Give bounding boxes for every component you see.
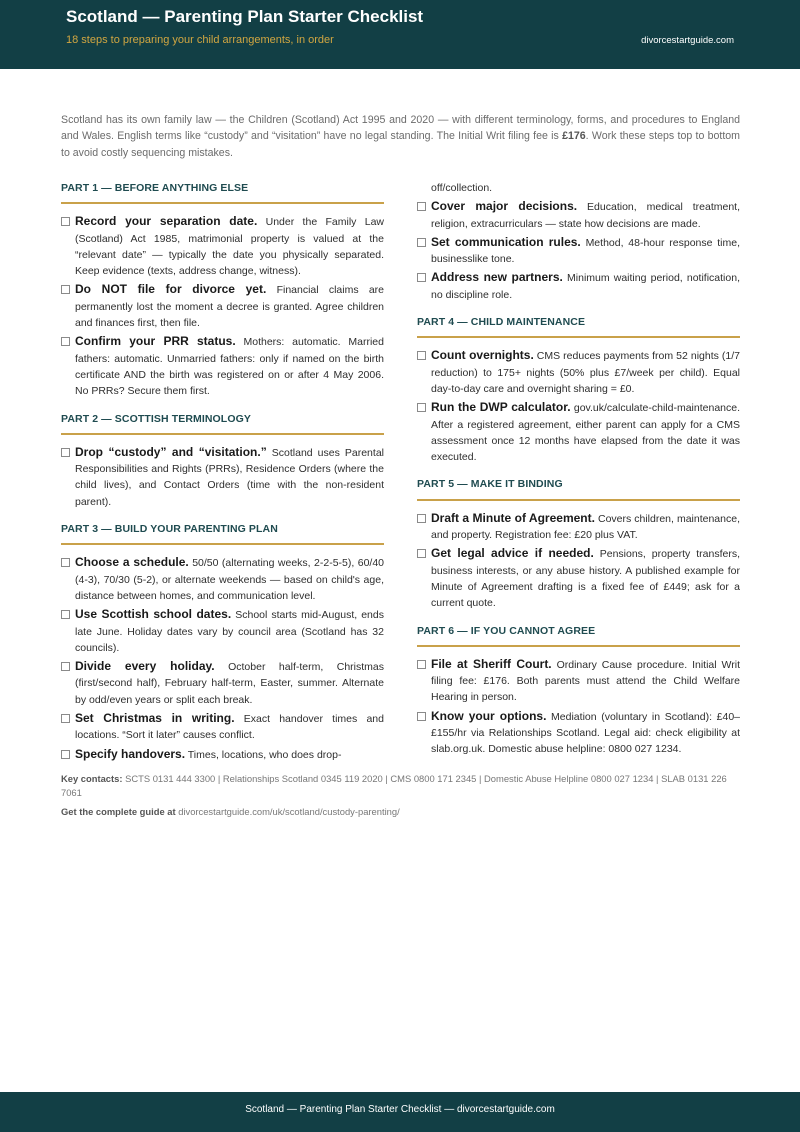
page-subtitle: 18 steps to preparing your child arrangements, in order: [66, 34, 334, 46]
part-3-heading: PART 3 — BUILD YOUR PARENTING PLAN: [61, 521, 384, 545]
checkbox[interactable]: [417, 351, 426, 360]
checkbox[interactable]: [61, 610, 70, 619]
item-title: Cover major decisions.: [431, 199, 578, 214]
page-title: Scotland — Parenting Plan Starter Checklist: [66, 7, 424, 26]
part-1-heading: PART 1 — BEFORE ANYTHING ELSE: [61, 180, 384, 204]
checklist-item: [417, 234, 740, 268]
checklist-item: [417, 510, 740, 544]
part-2-heading: PART 2 — SCOTTISH TERMINOLOGY: [61, 411, 384, 435]
part-4-heading: PART 4 — CHILD MAINTENANCE: [417, 314, 740, 338]
item-text: School starts mid-August, ends late June. Holiday dates vary by council area (Scotland has 32 councils).: [75, 609, 384, 654]
checkbox[interactable]: [61, 217, 70, 226]
item-text: Mediation (voluntary in Scotland): £40–£155/hr via Relationships Scotland. Legal aid: check eligibility at slab.org.uk. Domestic abuse helpline: 0800 027 1234.: [431, 710, 740, 756]
guide-label: Get the complete guide at: [61, 806, 176, 817]
checkbox[interactable]: [417, 712, 426, 721]
intro-text: Scotland has its own family law — the Children (Scotland) Act 1995 and 2020 — with different terminology, forms, and procedures to England and Wales. English terms like “custody” and “visitation” have no legal standing. The Initial Writ filing fee is: [61, 114, 740, 143]
item-text: gov.uk/calculate-child-maintenance. After a registered agreement, either parent can apply for a CMS assessment once 12 months have elapsed from the date it was executed.: [431, 402, 741, 464]
item-title: Use Scottish school dates.: [75, 607, 232, 622]
checklist-item: [61, 444, 384, 510]
key-contacts: [61, 772, 740, 799]
checklist-item: [417, 545, 740, 611]
item-title: Do NOT file for divorce yet.: [75, 282, 267, 297]
item-title: File at Sheriff Court.: [431, 656, 552, 671]
item-text: Mothers: automatic. Married fathers: automatic. Unmarried fathers: only if named on the birth certificate AND the birth was registered on or after 4 May 2006. No PRRs? Secure them first.: [75, 336, 384, 398]
checklist-item: [61, 606, 384, 656]
item-title: Count overnights.: [431, 348, 534, 363]
checklist-item: [61, 658, 384, 708]
checkbox[interactable]: [61, 714, 70, 723]
checkbox[interactable]: [417, 202, 426, 211]
item-title: Divide every holiday.: [75, 659, 215, 674]
part-6-heading: PART 6 — IF YOU CANNOT AGREE: [417, 623, 740, 647]
intro-fee: £176: [562, 130, 586, 143]
item-text: CMS reduces payments from 52 nights (1/7 reduction) to 175+ nights (50% plus £7/week per child). Equal day-to-day care and overnight sharing = £0.: [431, 350, 740, 395]
checklist-item: [61, 333, 384, 399]
page-header: [0, 0, 800, 69]
checkbox[interactable]: [417, 514, 426, 523]
left-column: [61, 180, 384, 765]
item-text: Financial claims are permanently lost the moment a decree is granted. Agree children and finances first, then file.: [75, 284, 385, 330]
checkbox[interactable]: [417, 403, 426, 412]
contacts-label: Key contacts:: [61, 773, 123, 784]
item-text: Ordinary Cause procedure. Initial Writ filing fee: £176. Both parents must attend the Child Welfare Hearing in person.: [431, 658, 740, 704]
footer-text: Scotland — Parenting Plan Starter Checklist — divorcestartguide.com: [245, 1104, 555, 1115]
item-text: 50/50 (alternating weeks, 2-2-5-5), 60/40 (4-3), 70/30 (5-2), or alternate weekends — based on child's age, distance between homes, and communication level.: [75, 557, 385, 602]
guide-link-line: [61, 805, 740, 819]
checklist-item: [61, 710, 384, 744]
checkbox[interactable]: [417, 273, 426, 282]
checklist-item: [61, 213, 384, 279]
right-column: [417, 180, 740, 760]
item-text: Exact handover times and locations. “Sort it later” causes conflict.: [75, 713, 384, 742]
checklist-item: [61, 554, 384, 604]
checkbox[interactable]: [417, 549, 426, 558]
item-title: Run the DWP calculator.: [431, 400, 571, 415]
item-text: Times, locations, who does drop-: [185, 748, 342, 761]
part-5-heading: PART 5 — MAKE IT BINDING: [417, 476, 740, 500]
contacts-text: SCTS 0131 444 3300 | Relationships Scotland 0345 119 2020 | CMS 0800 171 2345 | Domestic Abuse Helpline 0800 027 1234 | SLAB 0131 226 7061: [61, 773, 727, 798]
checklist-item: [417, 198, 740, 232]
checkbox[interactable]: [417, 238, 426, 247]
checklist-item: [417, 347, 740, 397]
checkbox[interactable]: [61, 558, 70, 567]
item-text: Minimum waiting period, notification, no discipline role.: [431, 272, 740, 301]
item-title: Get legal advice if needed.: [431, 546, 594, 561]
header-site-link[interactable]: divorcestartguide.com: [641, 35, 734, 46]
item-title: Confirm your PRR status.: [75, 334, 236, 349]
item-text: Under the Family Law (Scotland) Act 1985, matrimonial property is valued at the “relevant date” — typically the date you physically separated. Keep evidence (texts, address change, witness).: [75, 216, 384, 278]
checklist-item: [61, 746, 384, 763]
page-footer: [0, 1092, 800, 1132]
checklist-item: [417, 399, 740, 465]
item-title: Know your options.: [431, 708, 547, 723]
checkbox[interactable]: [61, 750, 70, 759]
item-text: Covers children, maintenance, and property. Registration fee: £20 plus VAT.: [431, 512, 740, 542]
item-text: Method, 48-hour response time, businesslike tone.: [431, 236, 740, 266]
checkbox[interactable]: [61, 662, 70, 671]
checkbox[interactable]: [417, 660, 426, 669]
item-title: Set Christmas in writing.: [75, 711, 235, 726]
item-text: October half-term, Christmas (first/second half), February half-term, Easter, summer. Alternate by odd/even years or split each break.: [75, 661, 385, 706]
checkbox[interactable]: [61, 285, 70, 294]
item-title: Set communication rules.: [431, 234, 581, 249]
item-title: Choose a schedule.: [75, 555, 189, 570]
item-title: Draft a Minute of Agreement.: [431, 510, 595, 525]
item-text: Scotland uses Parental Responsibilities and Rights (PRRs), Residence Orders (where the child lives), and Contact Orders (time with the non-resident parent).: [75, 446, 384, 508]
intro-paragraph: [61, 112, 740, 161]
intro-text-after: . Work these steps top to bottom to avoid costly sequencing mistakes.: [61, 130, 741, 159]
checkbox[interactable]: [61, 337, 70, 346]
checklist-item: [61, 281, 384, 331]
checkbox[interactable]: [61, 448, 70, 457]
item-title: Specify handovers.: [75, 746, 186, 761]
guide-url-link[interactable]: divorcestartguide.com/uk/scotland/custody-parenting/: [175, 806, 400, 817]
checklist-item: [417, 656, 740, 706]
checklist-item: [417, 269, 740, 303]
item-title: Record your separation date.: [75, 214, 258, 229]
item-continuation: off/collection.: [431, 182, 493, 194]
checklist-item: [417, 708, 740, 758]
item-title: Drop “custody” and “visitation.”: [75, 444, 267, 459]
item-title: Address new partners.: [431, 270, 563, 285]
item-text: Education, medical treatment, religion, extracurriculars — state how decisions are made.: [431, 201, 741, 230]
item-text: Pensions, property transfers, business interests, or any abuse history. A published example for Minute of Agreement drafting is a fixed fee of £449; ask for a current quote.: [431, 548, 740, 610]
